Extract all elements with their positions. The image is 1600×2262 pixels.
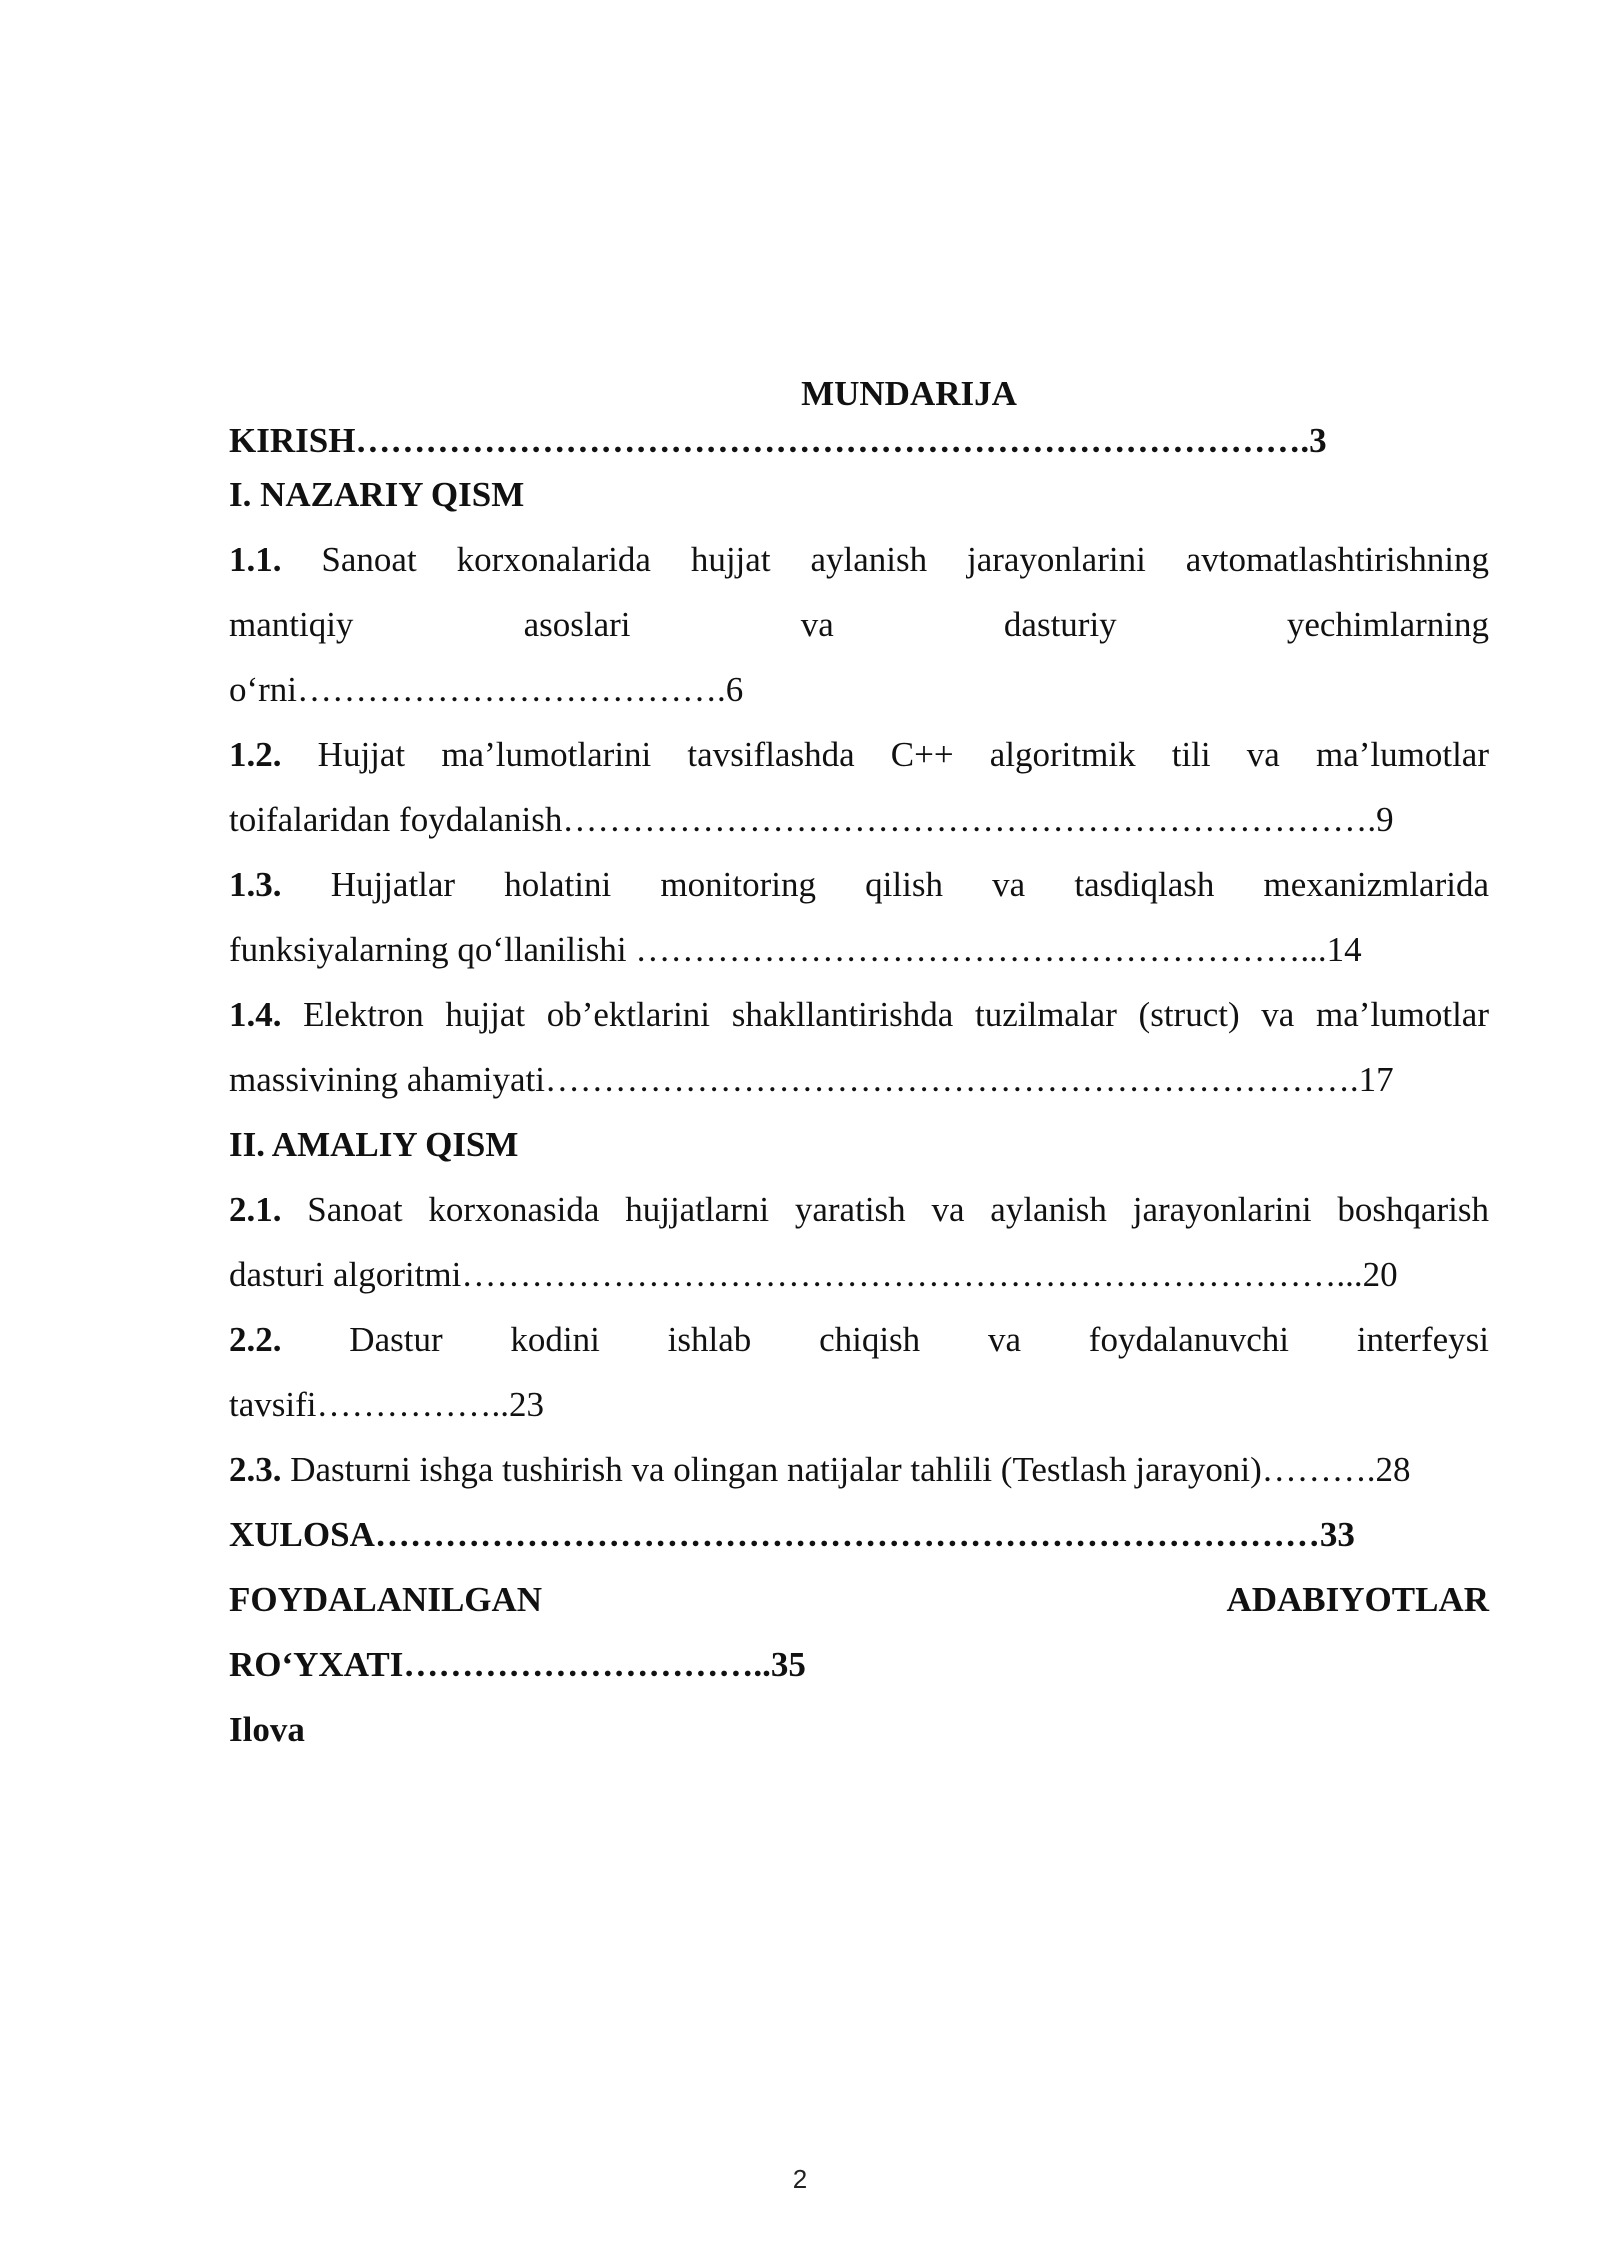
toc-entry-text: Dastur kodini ishlab chiqish va foydalanuvchi interfeysi bbox=[281, 1320, 1489, 1359]
toc-entry-text: tavsifi……………..23 bbox=[229, 1385, 544, 1424]
toc-entry-2-1 bbox=[229, 1177, 1489, 1242]
toc-entry-text: massivining ahamiyati…………………………………………………………….17 bbox=[229, 1060, 1394, 1099]
toc-entry-1-4 bbox=[229, 982, 1489, 1047]
toc-entry-text: dasturi algoritmi…………………………………………………………………...20 bbox=[229, 1255, 1398, 1294]
toc-entry-2-2 bbox=[229, 1307, 1489, 1372]
toc-entry-label: XULOSA………………………………………………………………………33 bbox=[229, 1515, 1355, 1554]
toc-entry-label: RO‘YXATI…………………………..35 bbox=[229, 1645, 806, 1684]
toc-entry-text: toifalaridan foydalanish…………………………………………………………….9 bbox=[229, 800, 1394, 839]
toc-entry-text: Dasturni ishga tushirish va olingan natijalar tahlili (Testlash jarayoni)……….28 bbox=[281, 1450, 1411, 1489]
toc-entry-number: 1.3. bbox=[229, 865, 282, 904]
toc-entry-1-3 bbox=[229, 852, 1489, 917]
toc-entry-1-1-continued bbox=[229, 592, 1489, 657]
toc-entry-number: 2.1. bbox=[229, 1190, 282, 1229]
toc-entry-text: Elektron hujjat ob’ektlarini shakllantirishda tuzilmalar (struct) va ma’lumotlar bbox=[281, 995, 1489, 1034]
toc-entry-2-3 bbox=[229, 1437, 1489, 1502]
toc-entry-literature-page bbox=[229, 1632, 1489, 1697]
toc-entry-text: Hujjat ma’lumotlarini tavsiflashda C++ algoritmik tili va ma’lumotlar bbox=[281, 735, 1489, 774]
toc-entry-2-1-page bbox=[229, 1242, 1489, 1307]
toc-entry-text: o‘rni……………………………….6 bbox=[229, 670, 744, 709]
toc-entry-label: Ilova bbox=[229, 1710, 305, 1749]
toc-entry-1-1-page bbox=[229, 657, 1489, 722]
toc-entry-label: I. NAZARIY QISM bbox=[229, 475, 525, 514]
toc-entry-text: funksiyalarning qo‘llanilishi …………………………………………………...14 bbox=[229, 930, 1362, 969]
toc-entry-ilova bbox=[229, 1697, 1489, 1762]
toc-entry-label: II. AMALIY QISM bbox=[229, 1125, 519, 1164]
toc-entry-number: 2.2. bbox=[229, 1320, 282, 1359]
page-number: 2 bbox=[792, 2164, 808, 2194]
toc-entry-1-2-page bbox=[229, 787, 1489, 852]
toc-entry-number: 1.1. bbox=[229, 540, 282, 579]
toc-entry-number: 1.2. bbox=[229, 735, 282, 774]
toc-entry-text: Sanoat korxonalarida hujjat aylanish jarayonlarini avtomatlashtirishning bbox=[281, 540, 1489, 579]
toc-entry-text: mantiqiy asoslari va dasturiy yechimlarning bbox=[229, 605, 1489, 644]
toc-title: MUNDARIJA bbox=[801, 374, 1017, 413]
toc-part-1-heading bbox=[229, 462, 1489, 527]
toc-entry-1-2 bbox=[229, 722, 1489, 787]
toc-entry-1-4-page bbox=[229, 1047, 1489, 1112]
toc-entry-label: KIRISH……………………………………………………………………….3 bbox=[229, 421, 1327, 460]
toc-entry-label: FOYDALANILGAN ADABIYOTLAR bbox=[229, 1580, 1489, 1619]
toc-entry-xulosa bbox=[229, 1502, 1489, 1567]
toc-entry-literature bbox=[229, 1567, 1489, 1632]
toc-entry-2-2-page bbox=[229, 1372, 1489, 1437]
table-of-contents bbox=[229, 368, 1489, 1762]
toc-entry-text: Sanoat korxonasida hujjatlarni yaratish va aylanish jarayonlarini boshqarish bbox=[281, 1190, 1489, 1229]
toc-entry-number: 2.3. bbox=[229, 1450, 282, 1489]
toc-entry-1-1 bbox=[229, 527, 1489, 592]
toc-part-2-heading bbox=[229, 1112, 1489, 1177]
toc-entry-kirish bbox=[229, 420, 1489, 462]
toc-entry-number: 1.4. bbox=[229, 995, 282, 1034]
toc-entry-1-3-page bbox=[229, 917, 1489, 982]
toc-entry-text: Hujjatlar holatini monitoring qilish va tasdiqlash mexanizmlarida bbox=[281, 865, 1489, 904]
